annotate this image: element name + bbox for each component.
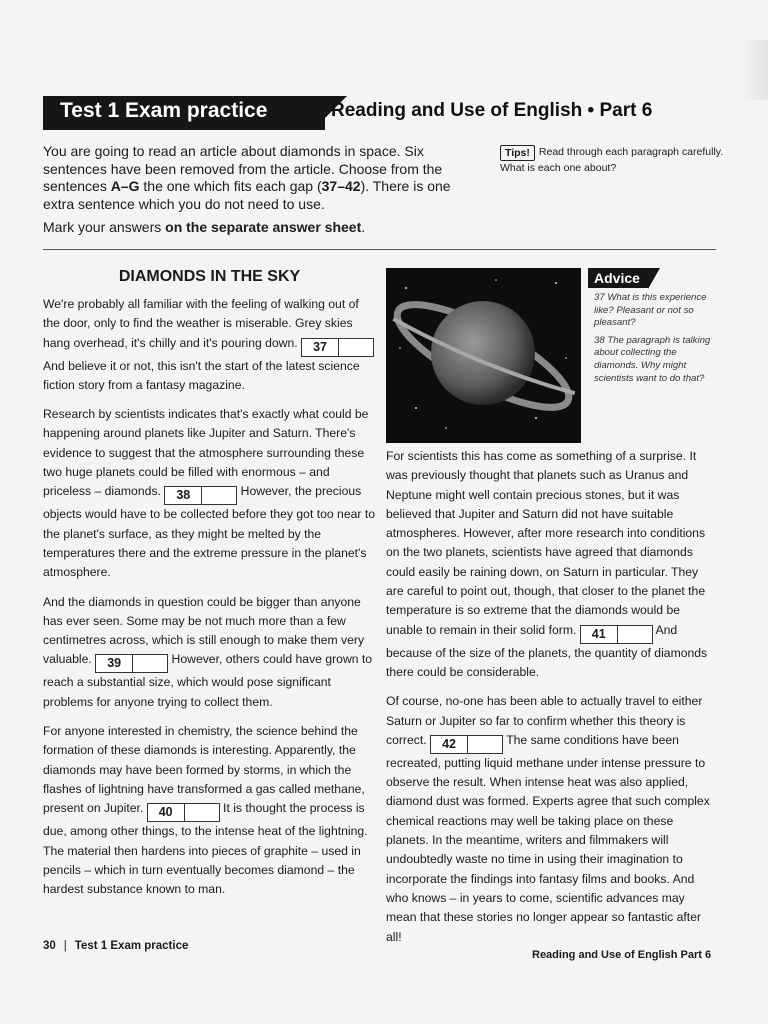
answer-gap-42[interactable] <box>430 735 503 754</box>
text-span: Of course, no-one has been able to actually travel to either Saturn or Jupiter so far to confirm whether this theory is correct. <box>386 694 703 747</box>
section-title: Reading and Use of English • Part 6 <box>331 100 653 121</box>
instructions-paragraph <box>43 143 463 213</box>
gap-number: 42 <box>431 736 468 753</box>
article-left-column <box>43 295 376 909</box>
saturn-illustration <box>386 268 581 443</box>
text-span: And the diamonds in question could be bigger than anyone has ever seen. Some may be not much more than a few centimetres across, which is still enough to make them very valuable. <box>43 594 365 667</box>
test-title: Test 1 Exam practice <box>60 99 268 122</box>
answer-instruction <box>43 219 463 237</box>
text-span: However, others could have grown to reach a substantial size, which would pose significant problems for anyone trying to collect them. <box>43 652 373 709</box>
article-title: DIAMONDS IN THE SKY <box>118 268 301 285</box>
page-header <box>43 96 743 130</box>
footer-left <box>43 940 188 952</box>
text-span: For scientists this has come as something of a surprise. It was previously thought that planets such as Uranus and Neptune might well contain precious stones, but it was believed that Jupiter and Saturn did not have suitable atmospheres. However, after more research into conditions on the two planets, scientists have agreed that diamonds could easily be raining down, on Saturn in particular. They are careful to point out, though, that closer to the planet the temperature is so extreme that the diamonds would be unable to remain in their solid form. <box>386 449 706 637</box>
article-right-column <box>386 447 718 957</box>
article-paragraph-1 <box>43 295 376 395</box>
text-span: Mark your answers <box>43 219 166 236</box>
gap-number: 41 <box>581 626 618 643</box>
article-paragraph-5 <box>386 447 718 682</box>
advice-text <box>594 292 716 385</box>
text-span: However, the precious objects would have to be collected before they got too near to the planet's surface, as they might be melted by the temperatures there and the extreme pressure in the planet's atmosphere. <box>43 484 375 580</box>
instructions <box>43 143 463 237</box>
divider-line <box>43 249 716 250</box>
tips-label: Tips! <box>500 145 535 161</box>
article-paragraph-2 <box>43 405 376 582</box>
text-bold: 37–42 <box>321 178 361 195</box>
article-paragraph-3 <box>43 593 376 712</box>
gap-number: 37 <box>302 339 339 356</box>
gap-number: 38 <box>165 487 202 504</box>
footer-test-title: Test 1 Exam practice <box>74 940 189 952</box>
text-bold: A–G <box>110 178 140 195</box>
answer-gap-38[interactable] <box>164 486 237 505</box>
text-span: ). There is one extra sentence which you do not need to use. <box>43 178 451 212</box>
footer-separator: | <box>63 940 67 952</box>
text-bold: on the separate answer sheet <box>165 219 362 236</box>
text-span: We're probably all familiar with the feeling of walking out of the door, only to find the weather is miserable. Grey skies hang overhead, it's chilly and it's pouring down. <box>43 297 359 350</box>
advice-item-38: 38 The paragraph is talking about collecting the diamonds. Why might scientists want to do that? <box>594 334 711 384</box>
article-paragraph-4 <box>43 722 376 899</box>
text-span: For anyone interested in chemistry, the science behind the formation of these diamonds is interesting. Apparently, the diamonds may have been formed by storms, in which the flashes of lightning have transformed a gas called methane, present on Jupiter. <box>43 724 365 816</box>
text-span: the one which fits each gap ( <box>139 178 322 195</box>
page-number: 30 <box>43 940 56 952</box>
advice-box <box>588 268 716 418</box>
footer-section-title: Reading and Use of English Part 6 <box>532 949 712 961</box>
gap-number: 39 <box>96 655 133 672</box>
answer-gap-40[interactable] <box>147 803 220 822</box>
text-span: . <box>361 219 366 236</box>
text-span: And because of the size of the planets, the quantity of diamonds there could be considerable. <box>386 622 708 679</box>
advice-label: Advice <box>588 268 648 288</box>
gap-number: 40 <box>148 804 185 821</box>
article-paragraph-6 <box>386 692 718 947</box>
tips-box <box>500 145 730 175</box>
text-span: It is thought the process is due, among other things, to the intense heat of the lightning. The material then hardens into pieces of graphite – used in pencils – which in turn eventually becomes diamond – the hardest substance known to man. <box>43 801 368 897</box>
text-span: The same conditions have been recreated, putting liquid methane under intense pressure to observe the result. When intense heat was also applied, diamond dust was formed. Experts agree that such complex chemical reactions may well be taking place on these planets. In the meantime, writers and filmmakers will undoubtedly waste no time in using their imagination to incorporate the findings into fantasy films and books. And who knows – in years to come, scientific advances may mean that these stories no longer appear so fantastic after all! <box>386 732 710 944</box>
answer-gap-37[interactable] <box>301 338 374 357</box>
text-span: And believe it or not, this isn't the start of the latest science fiction story from a fantasy magazine. <box>43 358 360 392</box>
answer-gap-39[interactable] <box>95 654 168 673</box>
text-span: Research by scientists indicates that's exactly what could be happening around planets like Jupiter and Saturn. There's evidence to suggest that the atmosphere surrounding these two huge planets could be filled with enormous – and priceless – diamonds. <box>43 407 369 499</box>
text-span: You are going to read an article about diamonds in space. Six sentences have been removed from the article. Choose from the sentences <box>43 143 443 195</box>
answer-gap-41[interactable] <box>580 625 653 644</box>
advice-item-37: 37 What is this experience like? Pleasant or not so pleasant? <box>594 292 707 329</box>
tips-text: Read through each paragraph carefully. What is each one about? <box>500 146 724 174</box>
saturn-image <box>386 268 581 443</box>
scan-edge-shadow <box>740 40 768 100</box>
